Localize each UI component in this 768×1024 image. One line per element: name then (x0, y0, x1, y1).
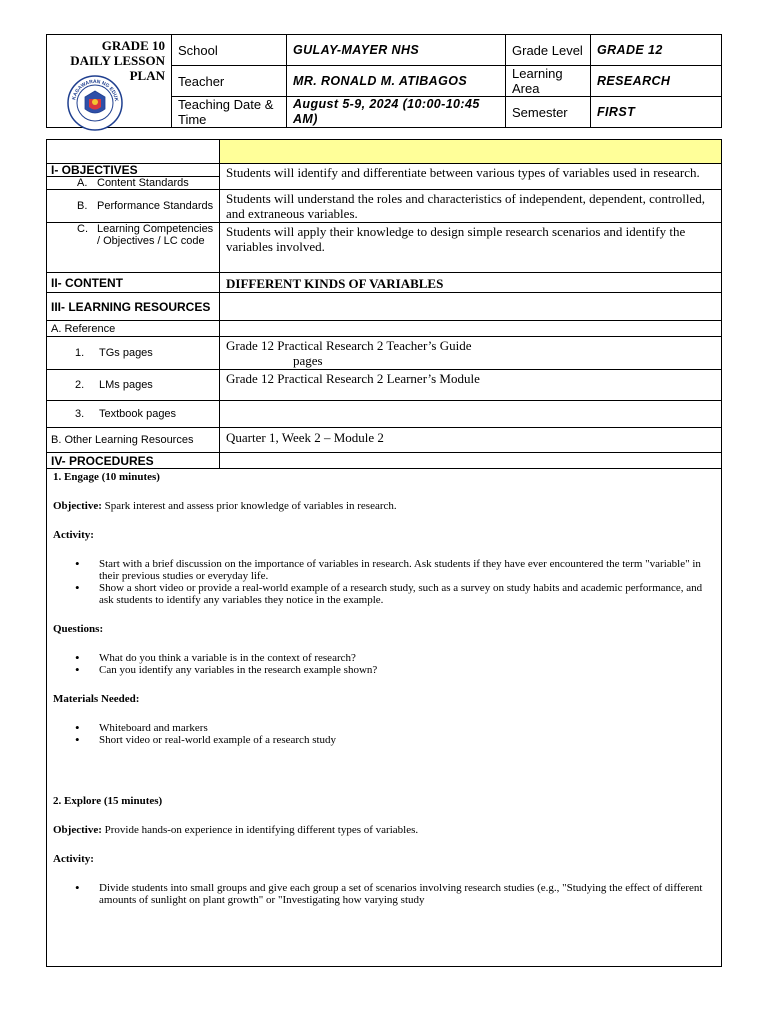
content-standards-label: Content Standards (97, 177, 189, 189)
content-standards-label-cell (47, 177, 219, 189)
teaching-date-value: August 5-9, 2024 (10:00-10:45 AM) (287, 97, 506, 128)
engage-objective (53, 500, 715, 512)
performance-standards-text: Students will understand the roles and characteristics of independent, dependent, controlled, and extraneous variables. (220, 190, 722, 223)
list-item: • Can you identify any variables in the research example shown? (53, 664, 715, 676)
engage-activity-list (53, 558, 715, 606)
blank-top-cell (47, 140, 220, 164)
competencies-label-cell (47, 223, 220, 273)
performance-standards-label-cell (47, 190, 220, 223)
dlp-title-line1: GRADE 10 (101, 38, 165, 53)
resources-label: III- LEARNING RESOURCES (47, 293, 220, 321)
school-value: GULAY-MAYER NHS (287, 35, 506, 66)
dlp-title-line2: DAILY LESSON (70, 53, 165, 68)
explore-activity-label: Activity: (53, 853, 94, 865)
seal-text: KAGAWARAN NG EDUK (71, 78, 119, 102)
semester-label: Semester (506, 97, 591, 128)
textbook-label-cell (47, 401, 220, 428)
resources-cell (220, 293, 722, 321)
performance-standards-marker: B. (77, 200, 88, 212)
lesson-table (46, 139, 722, 967)
tg-text-cell (220, 337, 722, 370)
performance-standards-label: Performance Standards (97, 200, 214, 212)
list-item: • Start with a brief discussion on the importance of variables in research. Ask students if they have ever encountered the term "variable" in their previous studies or everyday life. (53, 558, 715, 582)
teacher-value: MR. RONALD M. ATIBAGOS (287, 66, 506, 97)
list-item: • Divide students into small groups and give each group a set of scenarios involving research studies (e.g., "Studying the effect of different amounts of sunlight on plant growth" or "Investigating how varying study (53, 882, 715, 906)
materials-label: Materials Needed: (53, 693, 140, 705)
explore-heading: 2. Explore (15 minutes) (53, 795, 163, 807)
content-text: DIFFERENT KINDS OF VARIABLES (220, 273, 722, 293)
semester-value: FIRST (591, 97, 722, 128)
lm-text: Grade 12 Practical Research 2 Learner’s Module (220, 370, 722, 401)
engage-activity-label: Activity: (53, 529, 94, 541)
tg-text-line1: Grade 12 Practical Research 2 Teacher’s Guide (226, 338, 472, 353)
other-resources-label: B. Other Learning Resources (47, 428, 220, 453)
materials-list (53, 722, 715, 746)
objectives-label: I- OBJECTIVES (47, 164, 219, 177)
content-standards-marker: A. (77, 177, 88, 189)
list-item: • What do you think a variable is in the context of research? (53, 652, 715, 664)
textbook-cell (220, 401, 722, 428)
list-item: • Short video or real-world example of a research study (53, 734, 715, 746)
content-label: II- CONTENT (47, 273, 220, 293)
list-item: • Whiteboard and markers (53, 722, 715, 734)
engage-objective-label: Objective: (53, 500, 102, 512)
header-table (46, 34, 722, 128)
learning-area-label: Learning Area (506, 66, 591, 97)
competencies-marker: C. (77, 223, 88, 235)
teacher-label: Teacher (172, 66, 287, 97)
dlp-title-cell (47, 35, 172, 128)
list-item: • Show a short video or provide a real-world example of a research study, such as a survey on study habits and academic performance, and ask students to identify any variables they notice in the example. (53, 582, 715, 606)
engage-heading: 1. Engage (10 minutes) (53, 471, 160, 483)
lm-label-cell (47, 370, 220, 401)
explore-activity-list (53, 882, 715, 906)
questions-label: Questions: (53, 623, 104, 635)
explore-objective-text: Provide hands-on experience in identifying different types of variables. (101, 824, 419, 836)
textbook-marker: 3. (75, 408, 85, 420)
tg-text-line2: pages (293, 353, 323, 368)
grade-level-label: Grade Level (506, 35, 591, 66)
lm-marker: 2. (75, 379, 85, 391)
questions-list (53, 652, 715, 676)
engage-objective-text: Spark interest and assess prior knowledge of variables in research. (101, 500, 397, 512)
tg-marker: 1. (75, 347, 85, 359)
procedures-cell (220, 453, 722, 469)
learning-area-value: RESEARCH (591, 66, 722, 97)
reference-cell (220, 321, 722, 337)
highlight-cell (220, 140, 722, 164)
explore-objective-label: Objective: (53, 824, 102, 836)
other-resources-text: Quarter 1, Week 2 – Module 2 (220, 428, 722, 453)
lm-label: LMs pages (99, 379, 153, 391)
teaching-date-label: Teaching Date & Time (172, 97, 287, 128)
deped-seal-icon (67, 75, 123, 131)
content-standards-text: Students will identify and differentiate between various types of variables used in research. (220, 164, 722, 190)
tg-label-cell (47, 337, 220, 370)
textbook-label: Textbook pages (99, 408, 177, 420)
procedures-body (47, 469, 722, 967)
grade-level-value: GRADE 12 (591, 35, 722, 66)
explore-objective (53, 824, 715, 836)
dlp-title-line3: PLAN (129, 68, 165, 83)
reference-label: A. Reference (47, 321, 220, 337)
school-label: School (172, 35, 287, 66)
competencies-text: Students will apply their knowledge to design simple research scenarios and identify the variables involved. (220, 223, 722, 273)
competencies-label: Learning Competencies / Objectives / LC code (97, 223, 214, 247)
tg-label: TGs pages (99, 347, 153, 359)
procedures-label: IV- PROCEDURES (47, 453, 220, 469)
objectives-cell (47, 164, 220, 190)
